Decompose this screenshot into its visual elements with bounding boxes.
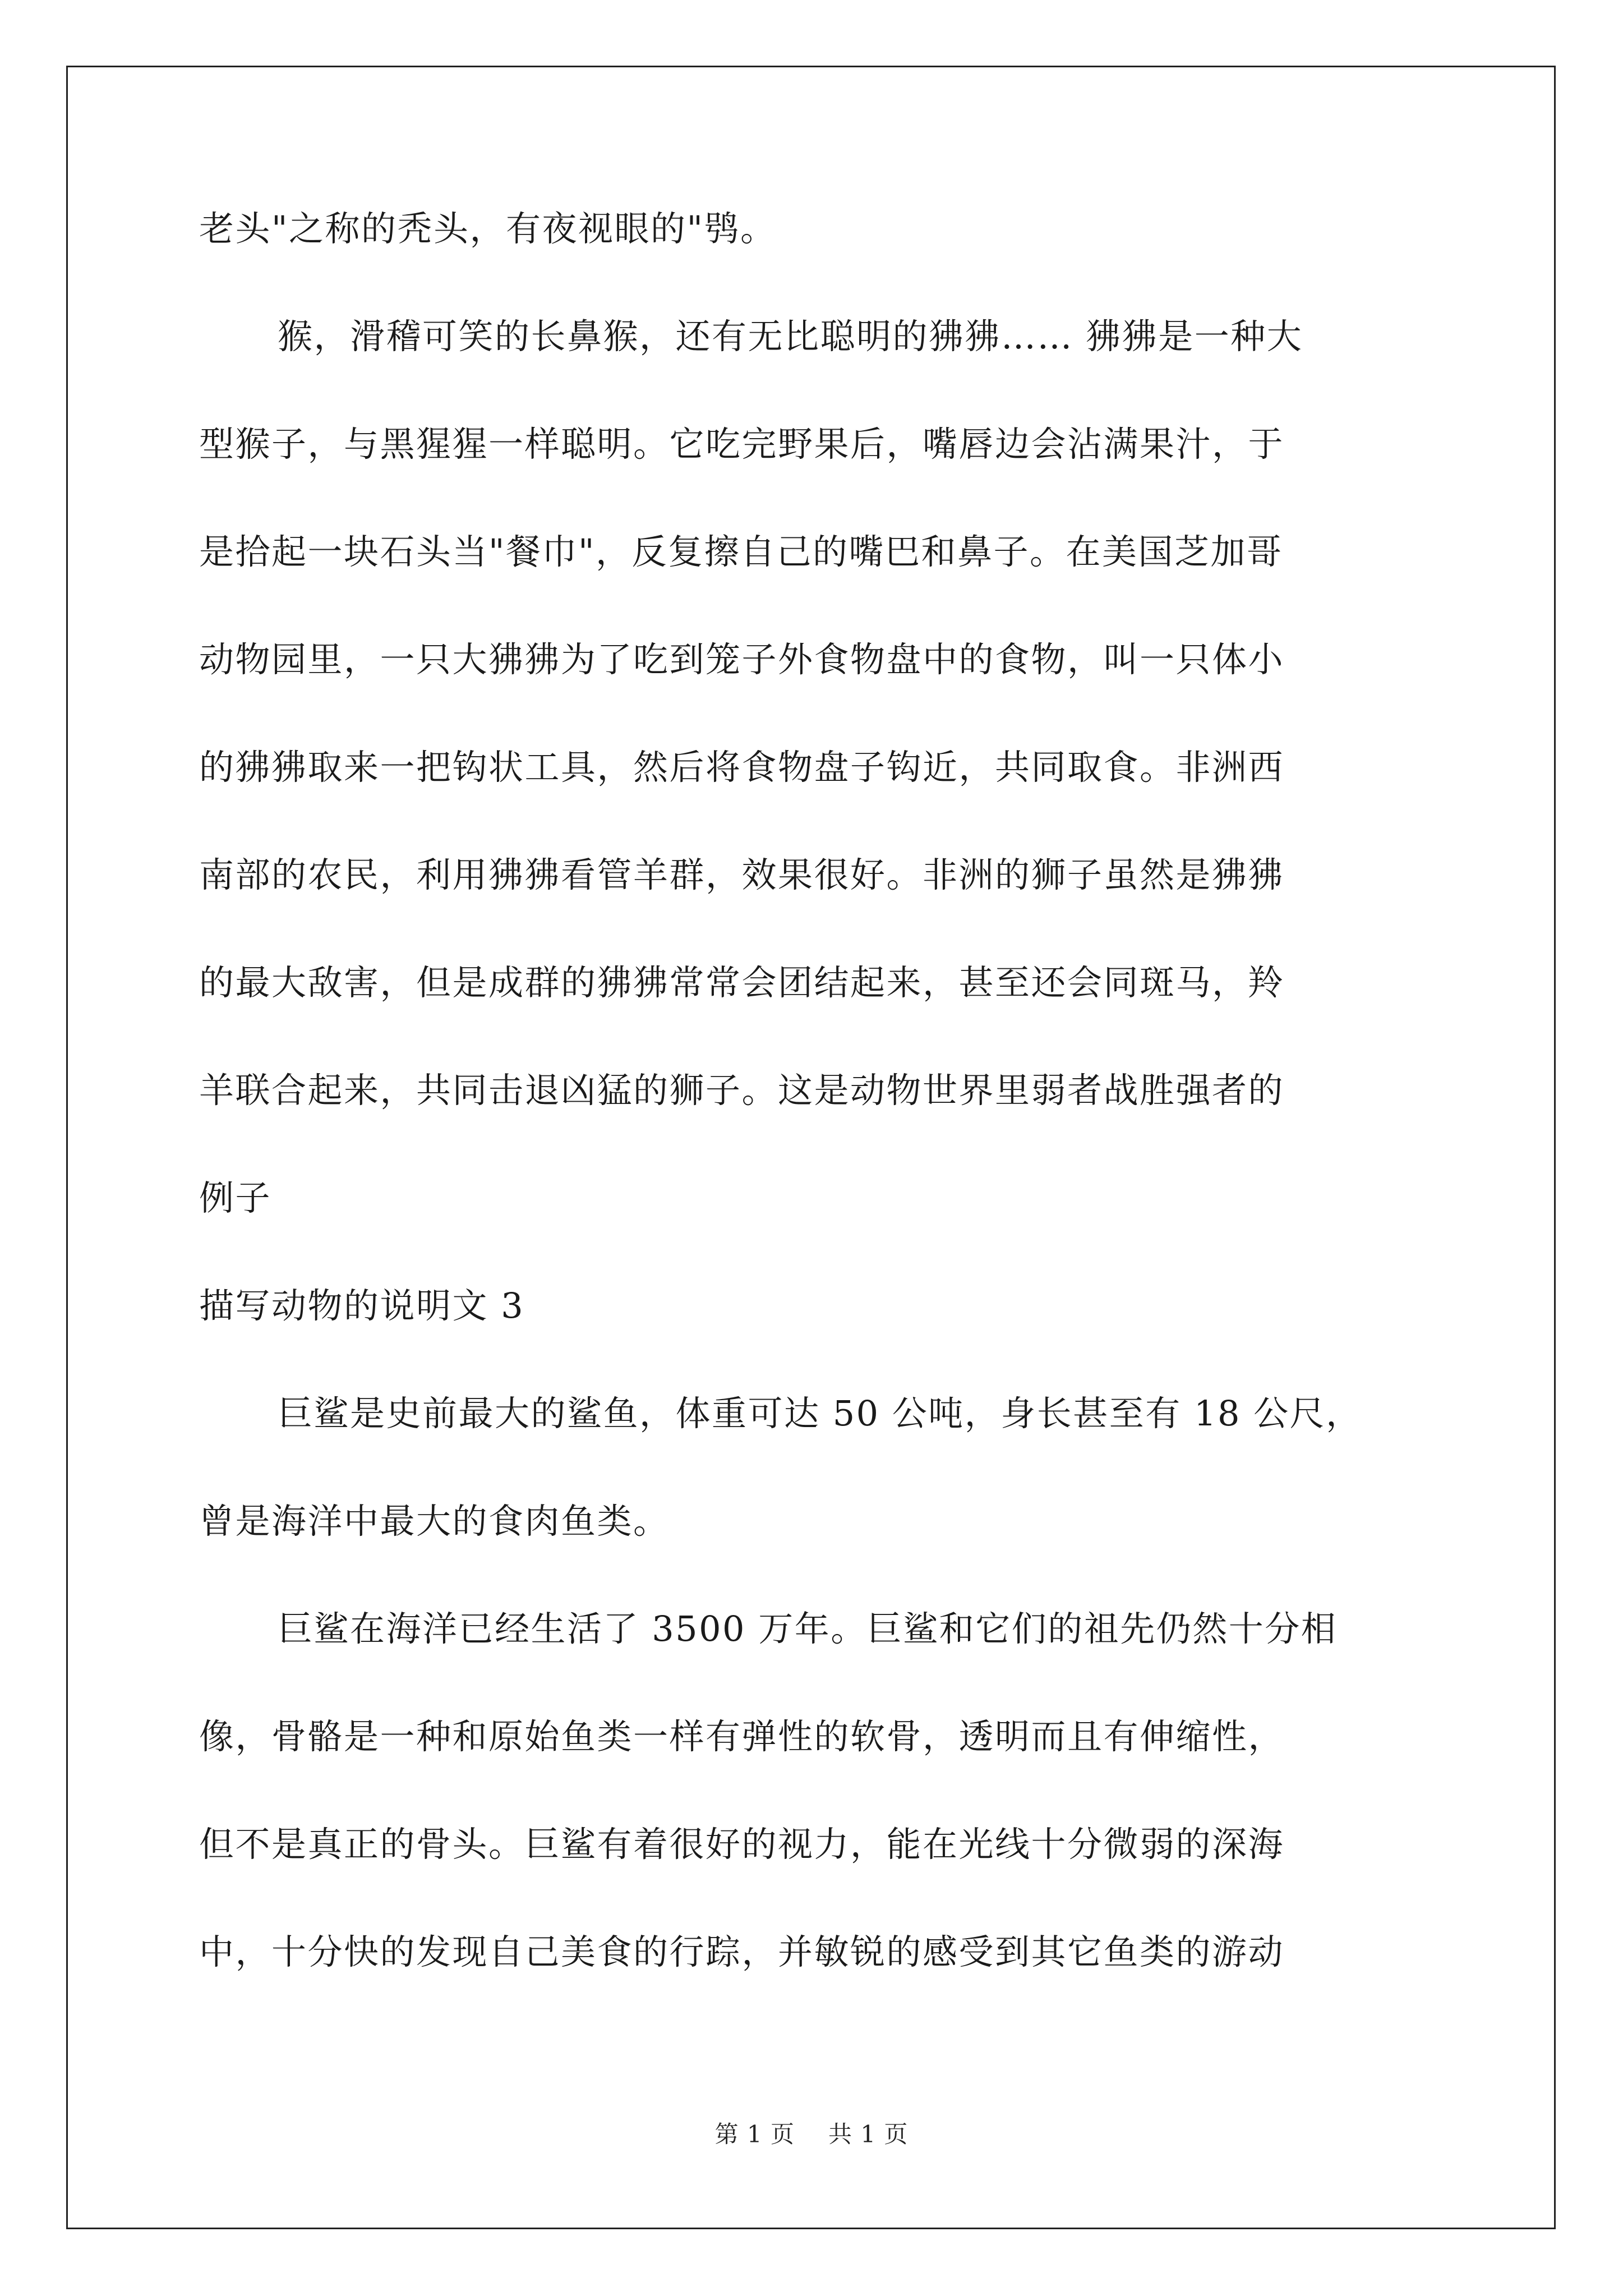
text-line: 南部的农民，利用狒狒看管羊群，效果很好。非洲的狮子虽然是狒狒 [199, 854, 1285, 895]
text-line: 像，骨骼是一种和原始鱼类一样有弹性的软骨，透明而且有伸缩性， [199, 1716, 1285, 1757]
text-line: 的狒狒取来一把钩状工具，然后将食物盘子钩近，共同取食。非洲西 [199, 747, 1285, 788]
text-line: 中，十分快的发现自己美食的行踪，并敏锐的感受到其它鱼类的游动 [199, 1931, 1285, 1972]
text-line: 型猴子，与黑猩猩一样聪明。它吃完野果后，嘴唇边会沾满果汁，于 [199, 424, 1285, 464]
page-footer [0, 2116, 1623, 2150]
section-heading: 描写动物的说明文 3 [199, 1285, 525, 1326]
page-total: 共 1 页 [828, 2120, 909, 2148]
text-line: 例子 [199, 1177, 272, 1218]
text-line: 巨鲨在海洋已经生活了 3500 万年。巨鲨和它们的祖先仍然十分相 [278, 1608, 1338, 1649]
text-line: 羊联合起来，共同击退凶猛的狮子。这是动物世界里弱者战胜强者的 [199, 1070, 1285, 1111]
text-line: 老头"之称的秃头，有夜视眼的"鸮。 [199, 208, 777, 249]
text-line: 曾是海洋中最大的食肉鱼类。 [199, 1501, 670, 1542]
text-line: 但不是真正的骨头。巨鲨有着很好的视力，能在光线十分微弱的深海 [199, 1824, 1285, 1865]
text-line: 猴，滑稽可笑的长鼻猴，还有无比聪明的狒狒…… 狒狒是一种大 [278, 316, 1303, 357]
text-line: 是拾起一块石头当"餐巾"，反复擦自己的嘴巴和鼻子。在美国芝加哥 [199, 531, 1283, 572]
text-line: 动物园里，一只大狒狒为了吃到笼子外食物盘中的食物，叫一只体小 [199, 639, 1285, 680]
page-number: 第 1 页 [714, 2120, 795, 2148]
text-line: 巨鲨是史前最大的鲨鱼，体重可达 50 公吨，身长甚至有 18 公尺， [278, 1393, 1362, 1434]
document-body [199, 206, 1427, 2037]
text-line: 的最大敌害，但是成群的狒狒常常会团结起来，甚至还会同斑马，羚 [199, 962, 1285, 1003]
